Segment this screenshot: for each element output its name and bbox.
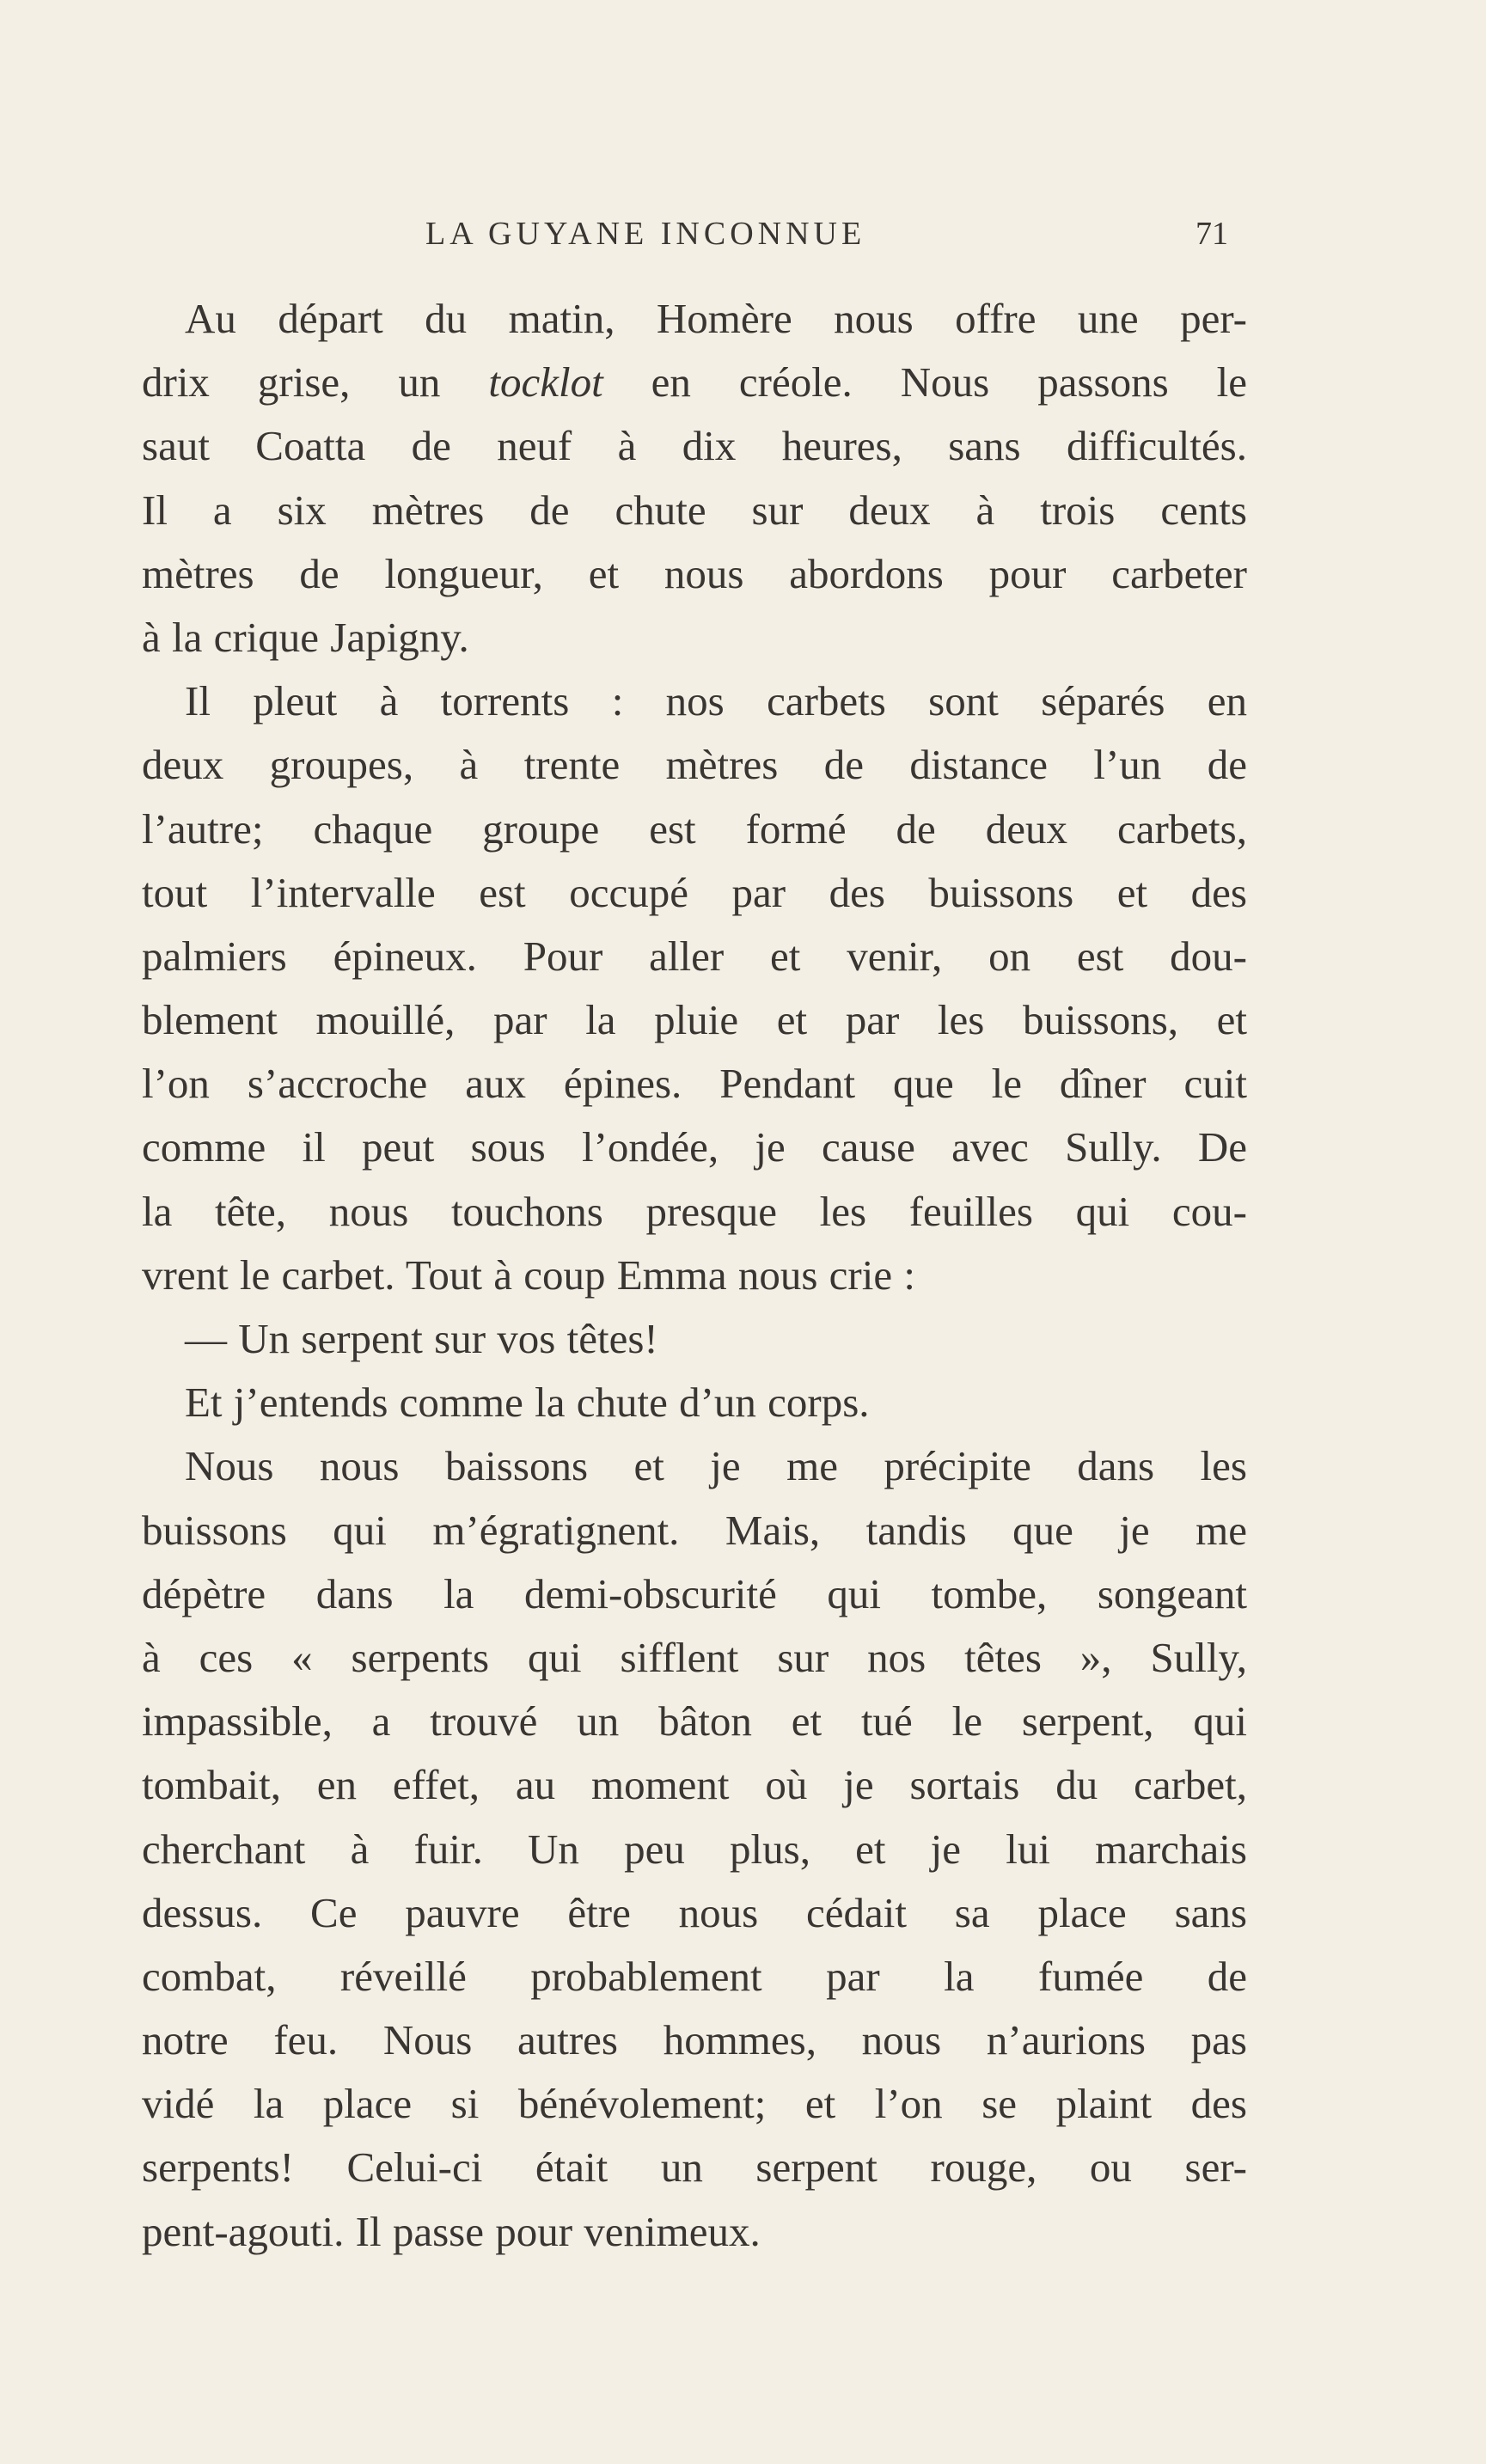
text-line: combat, réveillé probablement par la fumée de bbox=[142, 1952, 1247, 2000]
italic-term: tocklot bbox=[488, 358, 603, 407]
text-line: blement mouillé, par la pluie et par les buissons, et bbox=[142, 996, 1247, 1044]
running-header bbox=[142, 215, 1247, 266]
text-line: à ces « serpents qui sifflent sur nos têtes », Sully, bbox=[142, 1633, 1247, 1681]
text-line bbox=[142, 351, 1247, 414]
text-line: buissons qui m’égratignent. Mais, tandis que je me bbox=[142, 1506, 1247, 1554]
text-segment: en créole. Nous passons le bbox=[602, 358, 1247, 407]
text-line: Et j’entends comme la chute d’un corps. bbox=[185, 1379, 870, 1427]
page-number: 71 bbox=[1196, 216, 1228, 252]
body-text bbox=[142, 287, 1247, 2264]
text-line: saut Coatta de neuf à dix heures, sans difficultés. bbox=[142, 422, 1247, 470]
text-line: pent-agouti. Il passe pour venimeux. bbox=[142, 2207, 761, 2255]
text-line: cherchant à fuir. Un peu plus, et je lui marchais bbox=[142, 1825, 1247, 1873]
text-line: mètres de longueur, et nous abordons pour carbeter bbox=[142, 549, 1247, 597]
text-line: comme il peut sous l’ondée, je cause avec Sully. De bbox=[142, 1123, 1247, 1171]
text-line: vrent le carbet. Tout à coup Emma nous crie : bbox=[142, 1250, 915, 1299]
text-line: tombait, en effet, au moment où je sortais du carbet, bbox=[142, 1761, 1247, 1809]
text-line: Au départ du matin, Homère nous offre une per- bbox=[185, 295, 1247, 342]
text-segment: drix grise, un bbox=[142, 358, 489, 407]
text-line: à la crique Japigny. bbox=[142, 613, 469, 661]
text-line: dépètre dans la demi-obscurité qui tombe, songeant bbox=[142, 1569, 1247, 1617]
text-line: serpents! Celui-ci était un serpent rouge, ou ser- bbox=[142, 2143, 1247, 2192]
text-line: deux groupes, à trente mètres de distance l’un de bbox=[142, 741, 1247, 789]
running-title: LA GUYANE INCONNUE bbox=[425, 216, 866, 252]
text-line: notre feu. Nous autres hommes, nous n’aurions pas bbox=[142, 2016, 1247, 2064]
text-line: dessus. Ce pauvre être nous cédait sa place sans bbox=[142, 1888, 1247, 1936]
text-line: Il pleut à torrents : nos carbets sont séparés en bbox=[185, 677, 1247, 725]
text-line: — Un serpent sur vos têtes! bbox=[185, 1315, 658, 1362]
text-line: la tête, nous touchons presque les feuilles qui cou- bbox=[142, 1187, 1247, 1235]
text-line: l’on s’accroche aux épines. Pendant que le dîner cuit bbox=[142, 1060, 1247, 1108]
text-line: impassible, a trouvé un bâton et tué le serpent, qui bbox=[142, 1697, 1247, 1746]
text-line: Il a six mètres de chute sur deux à trois cents bbox=[142, 486, 1247, 534]
text-line: Nous nous baissons et je me précipite dans les bbox=[185, 1442, 1247, 1490]
text-line: palmiers épineux. Pour aller et venir, on est dou- bbox=[142, 932, 1247, 980]
text-line: tout l’intervalle est occupé par des buissons et des bbox=[142, 868, 1247, 916]
text-line: l’autre; chaque groupe est formé de deux carbets, bbox=[142, 804, 1247, 853]
text-line: vidé la place si bénévolement; et l’on se plaint des bbox=[142, 2080, 1247, 2128]
